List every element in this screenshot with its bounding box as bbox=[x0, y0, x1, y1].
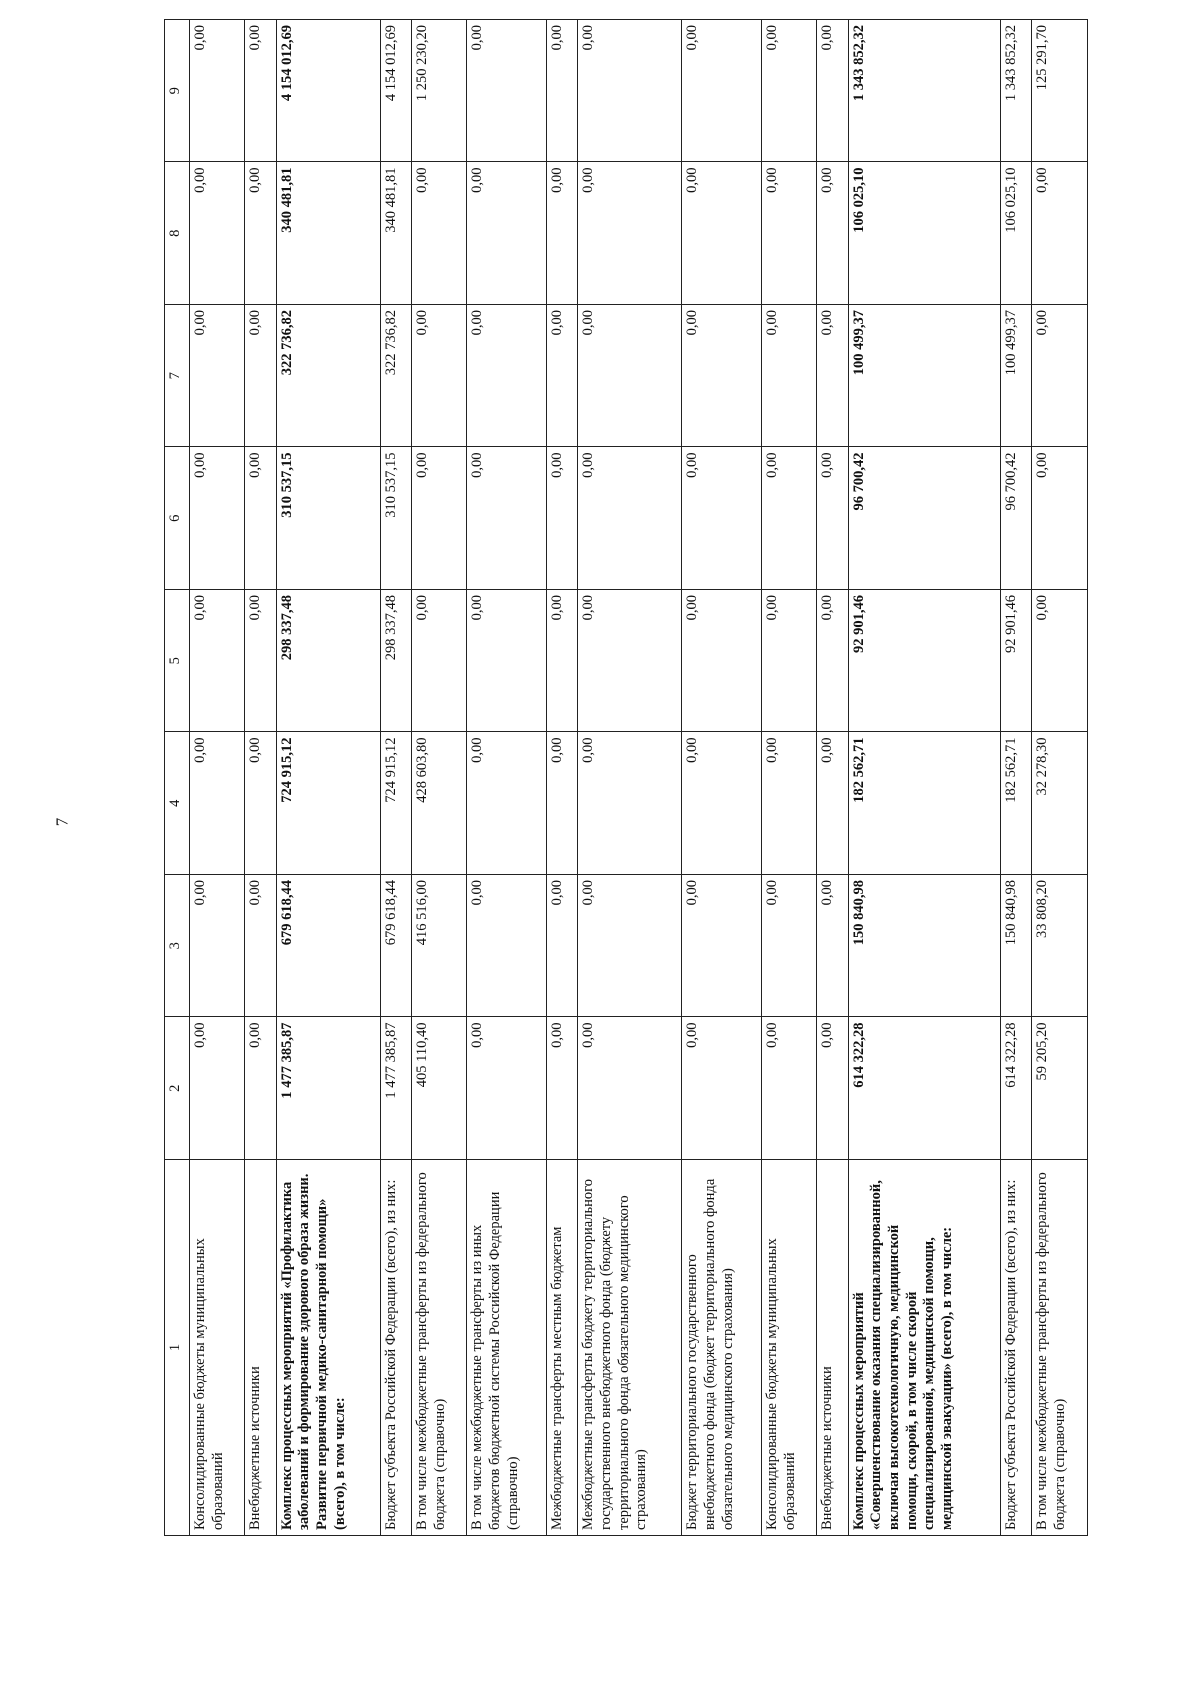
value-cell: 405 110,40 bbox=[411, 1017, 466, 1160]
row-label: Бюджет субъекта Российской Федерации (всего), из них: bbox=[1001, 1160, 1032, 1536]
table-row bbox=[817, 20, 848, 1536]
table-row bbox=[761, 20, 816, 1536]
column-header-3: 3 bbox=[165, 875, 190, 1018]
value-cell: 0,00 bbox=[547, 162, 578, 305]
value-cell: 0,00 bbox=[190, 1017, 245, 1160]
value-cell: 59 205,20 bbox=[1032, 1017, 1088, 1160]
value-cell: 614 322,28 bbox=[848, 1017, 1001, 1160]
column-header-7: 7 bbox=[165, 305, 190, 448]
value-cell: 0,00 bbox=[578, 20, 682, 163]
value-cell: 298 337,48 bbox=[380, 590, 411, 733]
column-header-4: 4 bbox=[165, 732, 190, 875]
table-row bbox=[682, 20, 762, 1536]
table-row bbox=[190, 20, 245, 1536]
value-cell: 32 278,30 bbox=[1032, 732, 1088, 875]
value-cell: 0,00 bbox=[245, 732, 276, 875]
value-cell: 96 700,42 bbox=[848, 447, 1001, 590]
value-cell: 1 343 852,32 bbox=[1001, 20, 1032, 163]
value-cell: 0,00 bbox=[682, 590, 762, 733]
value-cell: 0,00 bbox=[1032, 162, 1088, 305]
column-header-1: 1 bbox=[165, 1160, 190, 1536]
value-cell: 0,00 bbox=[245, 20, 276, 163]
row-label: В том числе межбюджетные трансферты из федерального бюджета (справочно) bbox=[1032, 1160, 1088, 1536]
value-cell: 428 603,80 bbox=[411, 732, 466, 875]
value-cell: 0,00 bbox=[682, 162, 762, 305]
value-cell: 0,00 bbox=[578, 162, 682, 305]
value-cell: 0,00 bbox=[682, 20, 762, 163]
value-cell: 0,00 bbox=[547, 590, 578, 733]
table-row bbox=[411, 20, 466, 1536]
rotated-table-container bbox=[164, 20, 1088, 1536]
row-label: Бюджет территориального государственного внебюджетного фонда (бюджет территориального фонда обязательного медицинского страхования) bbox=[682, 1160, 762, 1536]
column-header-2: 2 bbox=[165, 1017, 190, 1160]
value-cell: 0,00 bbox=[761, 875, 816, 1018]
value-cell: 0,00 bbox=[467, 20, 547, 163]
value-cell: 0,00 bbox=[761, 162, 816, 305]
value-cell: 0,00 bbox=[761, 1017, 816, 1160]
value-cell: 4 154 012,69 bbox=[276, 20, 380, 163]
value-cell: 0,00 bbox=[1032, 590, 1088, 733]
value-cell: 92 901,46 bbox=[848, 590, 1001, 733]
value-cell: 322 736,82 bbox=[276, 305, 380, 448]
value-cell: 322 736,82 bbox=[380, 305, 411, 448]
table-row bbox=[578, 20, 682, 1536]
column-header-9: 9 bbox=[165, 20, 190, 163]
value-cell: 0,00 bbox=[467, 732, 547, 875]
value-cell: 0,00 bbox=[578, 1017, 682, 1160]
value-cell: 0,00 bbox=[578, 305, 682, 448]
table-row bbox=[276, 20, 380, 1536]
row-label: В том числе межбюджетные трансферты из иных бюджетов бюджетной системы Российской Федерации (справочно) bbox=[467, 1160, 547, 1536]
value-cell: 0,00 bbox=[1032, 447, 1088, 590]
value-cell: 0,00 bbox=[547, 20, 578, 163]
value-cell: 0,00 bbox=[411, 447, 466, 590]
row-label: Внебюджетные источники bbox=[817, 1160, 848, 1536]
value-cell: 0,00 bbox=[817, 305, 848, 448]
value-cell: 0,00 bbox=[190, 590, 245, 733]
column-header-5: 5 bbox=[165, 590, 190, 733]
value-cell: 0,00 bbox=[578, 732, 682, 875]
value-cell: 0,00 bbox=[761, 590, 816, 733]
value-cell: 92 901,46 bbox=[1001, 590, 1032, 733]
value-cell: 0,00 bbox=[245, 590, 276, 733]
table-row bbox=[547, 20, 578, 1536]
value-cell: 0,00 bbox=[817, 732, 848, 875]
value-cell: 0,00 bbox=[578, 590, 682, 733]
value-cell: 310 537,15 bbox=[380, 447, 411, 590]
value-cell: 0,00 bbox=[245, 875, 276, 1018]
column-header-8: 8 bbox=[165, 162, 190, 305]
value-cell: 182 562,71 bbox=[848, 732, 1001, 875]
value-cell: 0,00 bbox=[190, 447, 245, 590]
value-cell: 0,00 bbox=[245, 447, 276, 590]
value-cell: 1 250 230,20 bbox=[411, 20, 466, 163]
value-cell: 0,00 bbox=[547, 1017, 578, 1160]
value-cell: 0,00 bbox=[761, 20, 816, 163]
value-cell: 0,00 bbox=[467, 875, 547, 1018]
value-cell: 100 499,37 bbox=[1001, 305, 1032, 448]
value-cell: 150 840,98 bbox=[1001, 875, 1032, 1018]
value-cell: 0,00 bbox=[547, 875, 578, 1018]
row-label: Консолидированные бюджеты муниципальных образований bbox=[761, 1160, 816, 1536]
value-cell: 679 618,44 bbox=[380, 875, 411, 1018]
value-cell: 0,00 bbox=[190, 305, 245, 448]
value-cell: 0,00 bbox=[817, 20, 848, 163]
table-header-row bbox=[165, 20, 190, 1536]
value-cell: 33 808,20 bbox=[1032, 875, 1088, 1018]
value-cell: 0,00 bbox=[817, 447, 848, 590]
table-body bbox=[190, 20, 1088, 1536]
value-cell: 0,00 bbox=[817, 162, 848, 305]
value-cell: 0,00 bbox=[578, 447, 682, 590]
value-cell: 4 154 012,69 bbox=[380, 20, 411, 163]
value-cell: 0,00 bbox=[190, 732, 245, 875]
table-row bbox=[1032, 20, 1088, 1536]
row-label: Комплекс процессных мероприятий «Профилактика заболеваний и формирование здорового образа жизни. Развитие первичной медико-санитарной помощи» (всего), в том числе: bbox=[276, 1160, 380, 1536]
page-number: 7 bbox=[52, 817, 72, 827]
value-cell: 340 481,81 bbox=[380, 162, 411, 305]
value-cell: 724 915,12 bbox=[276, 732, 380, 875]
value-cell: 125 291,70 bbox=[1032, 20, 1088, 163]
value-cell: 0,00 bbox=[761, 305, 816, 448]
value-cell: 96 700,42 bbox=[1001, 447, 1032, 590]
value-cell: 0,00 bbox=[1032, 305, 1088, 448]
value-cell: 416 516,00 bbox=[411, 875, 466, 1018]
value-cell: 0,00 bbox=[467, 447, 547, 590]
value-cell: 614 322,28 bbox=[1001, 1017, 1032, 1160]
row-label: Внебюджетные источники bbox=[245, 1160, 276, 1536]
value-cell: 0,00 bbox=[682, 305, 762, 448]
column-header-6: 6 bbox=[165, 447, 190, 590]
value-cell: 0,00 bbox=[411, 305, 466, 448]
row-label: Межбюджетные трансферты местным бюджетам bbox=[547, 1160, 578, 1536]
value-cell: 1 343 852,32 bbox=[848, 20, 1001, 163]
value-cell: 0,00 bbox=[817, 590, 848, 733]
row-label: Консолидированные бюджеты муниципальных образований bbox=[190, 1160, 245, 1536]
value-cell: 0,00 bbox=[547, 732, 578, 875]
value-cell: 679 618,44 bbox=[276, 875, 380, 1018]
value-cell: 0,00 bbox=[547, 305, 578, 448]
value-cell: 0,00 bbox=[411, 162, 466, 305]
value-cell: 0,00 bbox=[467, 305, 547, 448]
value-cell: 0,00 bbox=[682, 875, 762, 1018]
value-cell: 0,00 bbox=[467, 162, 547, 305]
table-row bbox=[467, 20, 547, 1536]
value-cell: 0,00 bbox=[245, 305, 276, 448]
value-cell: 0,00 bbox=[547, 447, 578, 590]
value-cell: 0,00 bbox=[190, 162, 245, 305]
value-cell: 298 337,48 bbox=[276, 590, 380, 733]
row-label: Межбюджетные трансферты бюджету территориального государственного внебюджетного фонда (бюджету территориального фонда обязательного медицинского страхования) bbox=[578, 1160, 682, 1536]
table-row bbox=[245, 20, 276, 1536]
value-cell: 0,00 bbox=[190, 875, 245, 1018]
value-cell: 724 915,12 bbox=[380, 732, 411, 875]
value-cell: 106 025,10 bbox=[848, 162, 1001, 305]
value-cell: 340 481,81 bbox=[276, 162, 380, 305]
value-cell: 106 025,10 bbox=[1001, 162, 1032, 305]
value-cell: 0,00 bbox=[245, 162, 276, 305]
value-cell: 0,00 bbox=[190, 20, 245, 163]
value-cell: 0,00 bbox=[682, 1017, 762, 1160]
value-cell: 0,00 bbox=[578, 875, 682, 1018]
value-cell: 0,00 bbox=[761, 732, 816, 875]
value-cell: 0,00 bbox=[682, 732, 762, 875]
value-cell: 0,00 bbox=[682, 447, 762, 590]
value-cell: 0,00 bbox=[817, 875, 848, 1018]
value-cell: 0,00 bbox=[467, 1017, 547, 1160]
value-cell: 0,00 bbox=[411, 590, 466, 733]
table-wrapper bbox=[164, 20, 1088, 1536]
value-cell: 0,00 bbox=[817, 1017, 848, 1160]
value-cell: 150 840,98 bbox=[848, 875, 1001, 1018]
value-cell: 310 537,15 bbox=[276, 447, 380, 590]
row-label: Бюджет субъекта Российской Федерации (всего), из них: bbox=[380, 1160, 411, 1536]
value-cell: 1 477 385,87 bbox=[380, 1017, 411, 1160]
table-row bbox=[1001, 20, 1032, 1536]
financing-table bbox=[164, 19, 1088, 1536]
value-cell: 100 499,37 bbox=[848, 305, 1001, 448]
table-row bbox=[848, 20, 1001, 1536]
value-cell: 1 477 385,87 bbox=[276, 1017, 380, 1160]
row-label: Комплекс процессных мероприятий «Совершенствование оказания специализированной, включая высокотехнологичную, медицинской помощи, скорой, в том числе скорой специализированной, медицинской помощи, медицинской эвакуации» (всего), в том числе: bbox=[848, 1160, 1001, 1536]
row-label: В том числе межбюджетные трансферты из федерального бюджета (справочно) bbox=[411, 1160, 466, 1536]
value-cell: 0,00 bbox=[467, 590, 547, 733]
value-cell: 182 562,71 bbox=[1001, 732, 1032, 875]
value-cell: 0,00 bbox=[245, 1017, 276, 1160]
value-cell: 0,00 bbox=[761, 447, 816, 590]
table-row bbox=[380, 20, 411, 1536]
